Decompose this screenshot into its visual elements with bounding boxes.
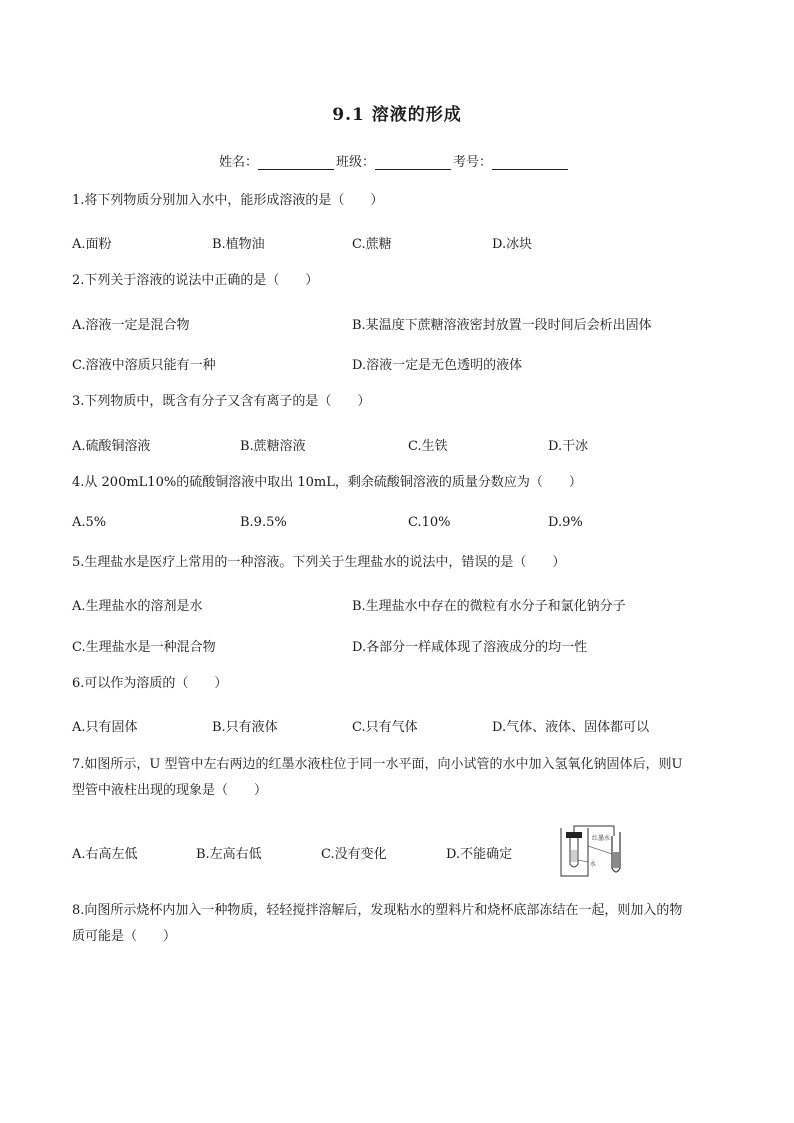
- question-4-stem: 4.从 200mL10%的硫酸铜溶液中取出 10mL，剩余硫酸铜溶液的质量分数应为（ ）: [72, 475, 582, 490]
- question-8-stem-line-1: 8.向图所示烧杯内加入一种物质，轻轻搅拌溶解后，发现粘水的塑料片和烧杯底部冻结在一起，则加入的物: [72, 903, 683, 918]
- class-blank[interactable]: [375, 155, 451, 170]
- question-3-option-d: D.干冰: [548, 439, 589, 454]
- water-label: 水: [590, 861, 597, 868]
- question-2-stem: 2.下列关于溶液的说法中正确的是（ ）: [72, 273, 319, 288]
- question-6-option-c: C.只有气体: [352, 720, 418, 735]
- question-4-option-a: A.5%: [72, 515, 107, 530]
- u-tube-apparatus-figure: [556, 824, 626, 880]
- stopper: [566, 832, 582, 838]
- question-7-option-a: A.右高左低: [72, 847, 138, 862]
- exam-label: 考号：: [453, 155, 493, 170]
- question-3-option-b: B.蔗糖溶液: [240, 439, 306, 454]
- question-6-option-a: A.只有固体: [72, 720, 138, 735]
- question-3-stem: 3.下列物质中，既含有分子又含有离子的是（ ）: [72, 394, 371, 409]
- question-4-option-d: D.9%: [548, 515, 583, 530]
- question-7-stem-line-1: 7.如图所示，U 型管中左右两边的红墨水液柱位于同一水平面，向小试管的水中加入氢氧化钠固体后，则U: [72, 757, 683, 772]
- question-5-option-b: B.生理盐水中存在的微粒有水分子和氯化钠分子: [352, 599, 626, 614]
- red-ink-column: [613, 852, 619, 868]
- question-2-option-c: C.溶液中溶质只能有一种: [72, 358, 216, 373]
- question-3-option-a: A.硫酸铜溶液: [72, 439, 151, 454]
- name-blank[interactable]: [258, 155, 334, 170]
- question-7-option-d: D.不能确定: [446, 847, 513, 862]
- question-5-option-a: A.生理盐水的溶剂是水: [72, 599, 203, 614]
- question-1-option-c: C.蔗糖: [352, 237, 392, 252]
- question-2-option-a: A.溶液一定是混合物: [72, 318, 190, 333]
- question-7-option-c: C.没有变化: [321, 847, 387, 862]
- question-1-stem: 1.将下列物质分别加入水中，能形成溶液的是（ ）: [72, 193, 384, 208]
- question-2-option-d: D.溶液一定是无色透明的液体: [352, 358, 523, 373]
- question-4-option-b: B.9.5%: [240, 515, 287, 530]
- question-3-option-c: C.生铁: [408, 439, 448, 454]
- class-label: 班级：: [336, 155, 376, 170]
- page-title: 9.1 溶液的形成: [332, 105, 462, 125]
- question-1-option-d: D.冰块: [492, 237, 533, 252]
- exam-number-blank[interactable]: [492, 155, 568, 170]
- water-in-test-tube: [571, 850, 577, 862]
- question-7-option-b: B.左高右低: [196, 847, 262, 862]
- question-6-stem: 6.可以作为溶质的（ ）: [72, 676, 228, 691]
- question-8-stem-line-2: 质可能是（ ）: [72, 929, 177, 944]
- question-5-stem: 5.生理盐水是医疗上常用的一种溶液。下列关于生理盐水的说法中，错误的是（ ）: [72, 555, 566, 570]
- question-7-stem-line-2: 型管中液柱出现的现象是（ ）: [72, 783, 268, 798]
- question-2-option-b: B.某温度下蔗糖溶液密封放置一段时间后会析出固体: [352, 318, 652, 333]
- ink-label: 红墨水: [592, 835, 611, 842]
- name-label: 姓名：: [219, 155, 259, 170]
- question-1-option-a: A.面粉: [72, 237, 112, 252]
- ink-leader-line: [588, 846, 612, 854]
- question-5-option-c: C.生理盐水是一种混合物: [72, 640, 216, 655]
- question-1-option-b: B.植物油: [212, 237, 265, 252]
- question-6-option-d: D.气体、液体、固体都可以: [492, 720, 650, 735]
- student-info-line: [219, 151, 570, 170]
- question-6-option-b: B.只有液体: [212, 720, 278, 735]
- question-4-option-c: C.10%: [408, 515, 451, 530]
- question-5-option-d: D.各部分一样咸体现了溶液成分的均一性: [352, 640, 588, 655]
- water-leader-line: [578, 860, 588, 862]
